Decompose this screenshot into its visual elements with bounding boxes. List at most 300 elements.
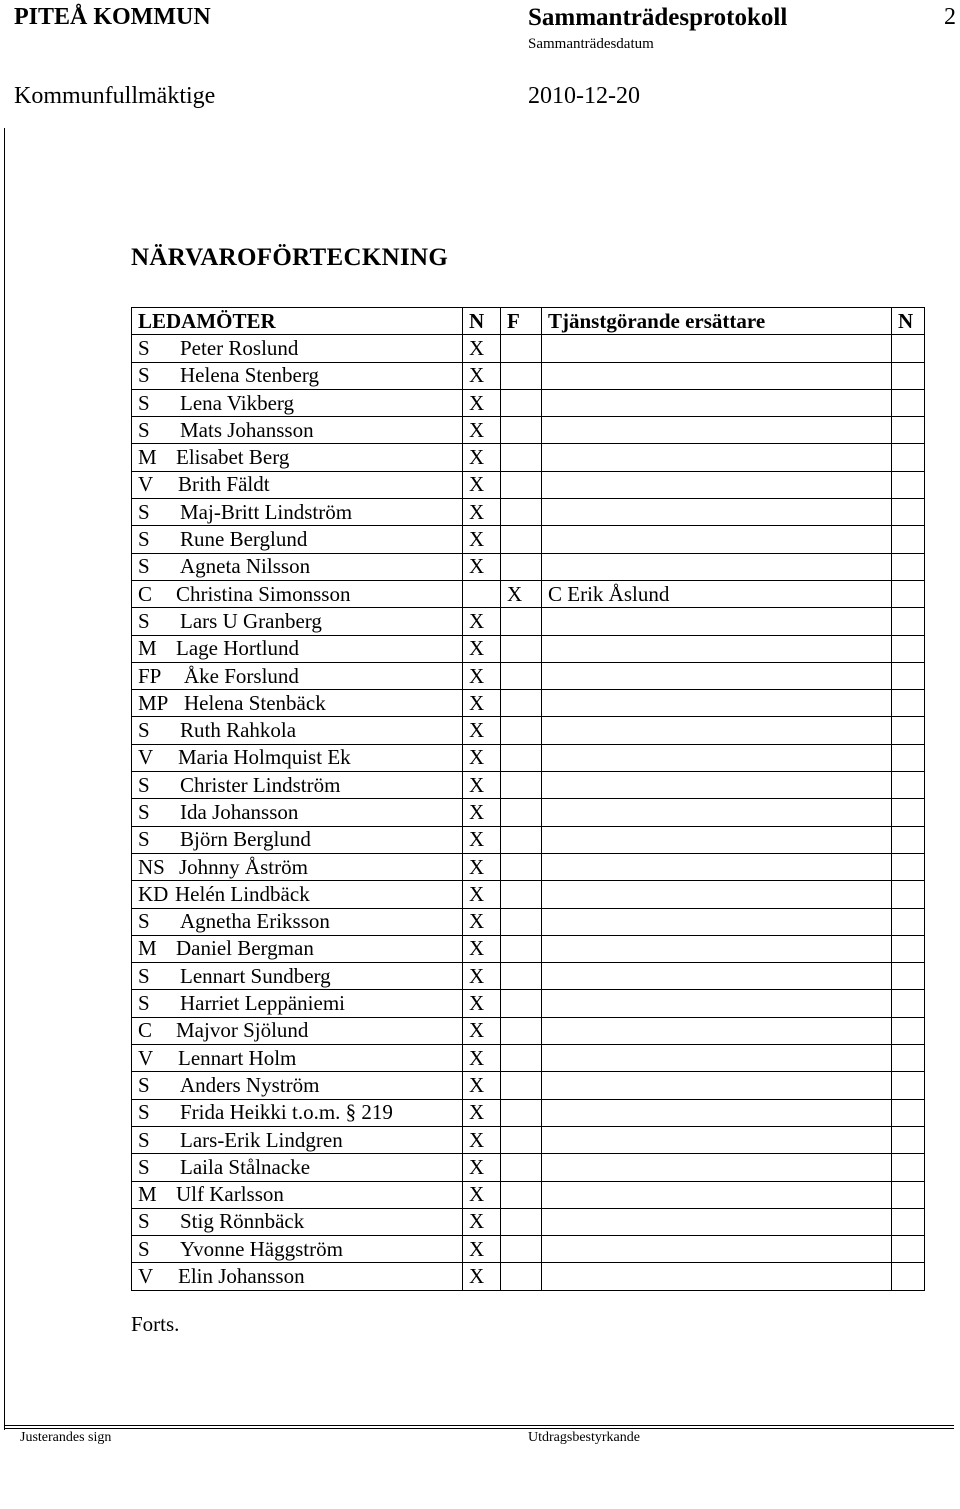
- present-mark: X: [463, 662, 501, 689]
- header-present: N: [463, 308, 501, 335]
- present-mark: X: [463, 1154, 501, 1181]
- substitute-present-mark: [892, 608, 925, 635]
- substitute-cell: [542, 744, 892, 771]
- substitute-present-mark: [892, 417, 925, 444]
- member-cell: [132, 1072, 463, 1099]
- present-mark: X: [463, 826, 501, 853]
- member-name: Christer Lindström: [180, 772, 341, 797]
- substitute-present-mark: [892, 1181, 925, 1208]
- member-name: Brith Fäldt: [178, 472, 270, 497]
- party-code: S: [138, 1100, 150, 1125]
- member-name: Anders Nyström: [180, 1072, 320, 1097]
- party-code: M: [138, 636, 157, 661]
- absent-mark: [501, 1208, 542, 1235]
- attendance-rows: [132, 335, 925, 1290]
- member-name: Åke Forslund: [184, 663, 299, 688]
- organization-name: PITEÅ KOMMUN: [14, 4, 211, 30]
- member-cell: [132, 1181, 463, 1208]
- member-name: Agneta Nilsson: [180, 554, 311, 579]
- present-mark: X: [463, 1099, 501, 1126]
- absent-mark: [501, 772, 542, 799]
- table-row: [132, 853, 925, 880]
- present-mark: [463, 580, 501, 607]
- present-mark: X: [463, 471, 501, 498]
- substitute-present-mark: [892, 1263, 925, 1290]
- present-mark: X: [463, 335, 501, 362]
- party-code: S: [138, 1236, 150, 1261]
- absent-mark: [501, 444, 542, 471]
- margin-rule: [4, 128, 5, 1430]
- member-cell: [132, 362, 463, 389]
- member-cell: [132, 908, 463, 935]
- table-row: [132, 690, 925, 717]
- substitute-present-mark: [892, 908, 925, 935]
- party-code: S: [138, 363, 150, 388]
- absent-mark: [501, 1263, 542, 1290]
- member-cell: [132, 608, 463, 635]
- absent-mark: [501, 826, 542, 853]
- present-mark: X: [463, 690, 501, 717]
- member-cell: [132, 881, 463, 908]
- substitute-cell: [542, 908, 892, 935]
- present-mark: X: [463, 1045, 501, 1072]
- present-mark: X: [463, 444, 501, 471]
- member-name: Agnetha Eriksson: [180, 909, 330, 934]
- table-header-row: [132, 308, 925, 335]
- table-row: [132, 389, 925, 416]
- present-mark: X: [463, 935, 501, 962]
- substitute-present-mark: [892, 690, 925, 717]
- absent-mark: [501, 744, 542, 771]
- member-cell: [132, 1236, 463, 1263]
- present-mark: X: [463, 799, 501, 826]
- table-row: [132, 990, 925, 1017]
- present-mark: X: [463, 389, 501, 416]
- present-mark: X: [463, 1072, 501, 1099]
- substitute-cell: [542, 1045, 892, 1072]
- table-row: [132, 772, 925, 799]
- absent-mark: [501, 990, 542, 1017]
- party-code: C: [138, 1018, 153, 1043]
- member-name: Maj-Britt Lindström: [180, 499, 353, 524]
- substitute-cell: [542, 1126, 892, 1153]
- member-name: Ruth Rahkola: [180, 718, 297, 743]
- footer-signature-label: Justerandes sign: [20, 1430, 112, 1445]
- substitute-cell: [542, 662, 892, 689]
- substitute-present-mark: [892, 772, 925, 799]
- present-mark: X: [463, 990, 501, 1017]
- party-code: V: [138, 472, 154, 497]
- absent-mark: [501, 1154, 542, 1181]
- present-mark: X: [463, 499, 501, 526]
- table-row: [132, 444, 925, 471]
- member-cell: [132, 417, 463, 444]
- member-cell: [132, 335, 463, 362]
- party-code: S: [138, 1072, 150, 1097]
- present-mark: X: [463, 853, 501, 880]
- table-row: [132, 335, 925, 362]
- table-row: [132, 1263, 925, 1290]
- present-mark: X: [463, 553, 501, 580]
- substitute-cell: [542, 1154, 892, 1181]
- substitute-present-mark: [892, 444, 925, 471]
- substitute-present-mark: [892, 499, 925, 526]
- party-code: KD: [138, 881, 169, 906]
- substitute-present-mark: [892, 744, 925, 771]
- present-mark: X: [463, 744, 501, 771]
- party-code: V: [138, 1045, 154, 1070]
- substitute-present-mark: [892, 1072, 925, 1099]
- substitute-present-mark: [892, 1208, 925, 1235]
- absent-mark: [501, 935, 542, 962]
- member-cell: [132, 471, 463, 498]
- substitute-present-mark: [892, 580, 925, 607]
- present-mark: X: [463, 635, 501, 662]
- party-code: M: [138, 1182, 157, 1207]
- member-name: Helena Stenberg: [180, 363, 319, 388]
- member-name: Maria Holmquist Ek: [178, 745, 351, 770]
- substitute-cell: [542, 389, 892, 416]
- substitute-present-mark: [892, 1045, 925, 1072]
- table-row: [132, 1017, 925, 1044]
- substitute-cell: [542, 690, 892, 717]
- member-cell: [132, 717, 463, 744]
- member-cell: [132, 744, 463, 771]
- continuation-note: Forts.: [131, 1312, 180, 1336]
- substitute-cell: [542, 1017, 892, 1044]
- party-code: S: [138, 1127, 150, 1152]
- footer-rule: [4, 1428, 954, 1429]
- absent-mark: [501, 881, 542, 908]
- member-cell: [132, 990, 463, 1017]
- absent-mark: [501, 717, 542, 744]
- substitute-present-mark: [892, 1236, 925, 1263]
- member-name: Lennart Holm: [178, 1045, 297, 1070]
- member-cell: [132, 389, 463, 416]
- substitute-cell: [542, 635, 892, 662]
- substitute-cell: [542, 717, 892, 744]
- substitute-present-mark: [892, 881, 925, 908]
- table-row: [132, 881, 925, 908]
- substitute-present-mark: [892, 471, 925, 498]
- substitute-present-mark: [892, 1154, 925, 1181]
- absent-mark: [501, 335, 542, 362]
- table-row: [132, 1181, 925, 1208]
- member-cell: [132, 772, 463, 799]
- present-mark: X: [463, 417, 501, 444]
- member-cell: [132, 1126, 463, 1153]
- member-name: Ulf Karlsson: [176, 1182, 284, 1207]
- substitute-present-mark: [892, 799, 925, 826]
- member-cell: [132, 690, 463, 717]
- member-cell: [132, 444, 463, 471]
- member-cell: [132, 1099, 463, 1126]
- member-cell: [132, 935, 463, 962]
- present-mark: X: [463, 772, 501, 799]
- member-cell: [132, 1263, 463, 1290]
- absent-mark: [501, 1099, 542, 1126]
- member-name: Christina Simonsson: [176, 581, 351, 606]
- table-row: [132, 908, 925, 935]
- absent-mark: [501, 1181, 542, 1208]
- table-row: [132, 744, 925, 771]
- substitute-present-mark: [892, 1017, 925, 1044]
- absent-mark: [501, 1126, 542, 1153]
- party-code: S: [138, 335, 150, 360]
- table-row: [132, 799, 925, 826]
- member-cell: [132, 526, 463, 553]
- present-mark: X: [463, 908, 501, 935]
- member-name: Ida Johansson: [180, 799, 299, 824]
- present-mark: X: [463, 1236, 501, 1263]
- table-row: [132, 635, 925, 662]
- absent-mark: [501, 799, 542, 826]
- member-cell: [132, 635, 463, 662]
- member-name: Yvonne Häggström: [180, 1236, 343, 1261]
- member-cell: [132, 499, 463, 526]
- table-row: [132, 1099, 925, 1126]
- absent-mark: [501, 526, 542, 553]
- table-row: [132, 1236, 925, 1263]
- table-row: [132, 608, 925, 635]
- present-mark: X: [463, 362, 501, 389]
- party-code: M: [138, 936, 157, 961]
- member-name: Lars U Granberg: [180, 608, 322, 633]
- table-row: [132, 1072, 925, 1099]
- present-mark: X: [463, 1017, 501, 1044]
- substitute-cell: C Erik Åslund: [542, 580, 892, 607]
- party-code: S: [138, 499, 150, 524]
- party-code: S: [138, 390, 150, 415]
- member-name: Helena Stenbäck: [184, 690, 326, 715]
- absent-mark: [501, 963, 542, 990]
- party-code: S: [138, 718, 150, 743]
- party-code: S: [138, 963, 150, 988]
- substitute-cell: [542, 444, 892, 471]
- party-code: V: [138, 1264, 154, 1289]
- member-cell: [132, 553, 463, 580]
- substitute-present-mark: [892, 1126, 925, 1153]
- section-heading: NÄRVAROFÖRTECKNING: [131, 244, 449, 271]
- absent-mark: [501, 853, 542, 880]
- member-name: Johnny Åström: [179, 854, 308, 879]
- substitute-present-mark: [892, 717, 925, 744]
- substitute-cell: [542, 608, 892, 635]
- member-cell: [132, 662, 463, 689]
- member-name: Stig Rönnbäck: [180, 1209, 305, 1234]
- substitute-present-mark: [892, 335, 925, 362]
- table-row: [132, 1126, 925, 1153]
- substitute-present-mark: [892, 389, 925, 416]
- absent-mark: [501, 635, 542, 662]
- member-cell: [132, 853, 463, 880]
- absent-mark: [501, 662, 542, 689]
- header-substitutes: Tjänstgörande ersättare: [542, 308, 892, 335]
- substitute-cell: [542, 553, 892, 580]
- table-row: [132, 362, 925, 389]
- attendance-table: [131, 307, 925, 1291]
- table-row: [132, 963, 925, 990]
- substitute-present-mark: [892, 362, 925, 389]
- member-name: Majvor Sjölund: [176, 1018, 309, 1043]
- table-row: [132, 717, 925, 744]
- substitute-cell: [542, 335, 892, 362]
- substitute-cell: [542, 1181, 892, 1208]
- absent-mark: [501, 1236, 542, 1263]
- member-name: Elin Johansson: [178, 1264, 305, 1289]
- substitute-cell: [542, 526, 892, 553]
- member-name: Elisabet Berg: [176, 445, 290, 470]
- substitute-cell: [542, 853, 892, 880]
- header-absent: F: [501, 308, 542, 335]
- substitute-cell: [542, 1099, 892, 1126]
- absent-mark: [501, 362, 542, 389]
- date-label: Sammanträdesdatum: [528, 36, 654, 52]
- party-code: S: [138, 527, 150, 552]
- absent-mark: [501, 471, 542, 498]
- table-row: [132, 935, 925, 962]
- footer-certification-label: Utdragsbestyrkande: [528, 1430, 640, 1445]
- party-code: S: [138, 1154, 150, 1179]
- present-mark: X: [463, 1126, 501, 1153]
- substitute-cell: [542, 963, 892, 990]
- member-name: Harriet Leppäniemi: [180, 991, 346, 1016]
- present-mark: X: [463, 1263, 501, 1290]
- member-cell: [132, 1017, 463, 1044]
- absent-mark: [501, 608, 542, 635]
- substitute-present-mark: [892, 935, 925, 962]
- member-cell: [132, 963, 463, 990]
- absent-mark: [501, 690, 542, 717]
- member-name: Lage Hortlund: [176, 636, 300, 661]
- substitute-cell: [542, 1208, 892, 1235]
- table-row: [132, 1045, 925, 1072]
- party-code: S: [138, 827, 150, 852]
- member-name: Helén Lindbäck: [175, 881, 310, 906]
- member-name: Laila Stålnacke: [180, 1154, 311, 1179]
- absent-mark: [501, 499, 542, 526]
- table-row: [132, 1154, 925, 1181]
- member-name: Mats Johansson: [180, 417, 314, 442]
- party-code: S: [138, 772, 150, 797]
- member-cell: [132, 1208, 463, 1235]
- member-name: Frida Heikki t.o.m. § 219: [180, 1100, 393, 1125]
- present-mark: X: [463, 1181, 501, 1208]
- table-row: [132, 826, 925, 853]
- footer-rule: [4, 1425, 954, 1426]
- substitute-cell: [542, 881, 892, 908]
- substitute-cell: [542, 1236, 892, 1263]
- absent-mark: X: [501, 580, 542, 607]
- substitute-present-mark: [892, 963, 925, 990]
- party-code: S: [138, 554, 150, 579]
- party-code: S: [138, 991, 150, 1016]
- substitute-cell: [542, 471, 892, 498]
- meeting-date: 2010-12-20: [528, 83, 640, 109]
- member-cell: [132, 826, 463, 853]
- member-cell: [132, 1154, 463, 1181]
- member-name: Lena Vikberg: [180, 390, 295, 415]
- member-name: Daniel Bergman: [176, 936, 314, 961]
- page-number: 2: [944, 4, 956, 30]
- member-cell: [132, 580, 463, 607]
- absent-mark: [501, 389, 542, 416]
- table-row: [132, 580, 925, 607]
- party-code: S: [138, 799, 150, 824]
- substitute-cell: [542, 772, 892, 799]
- party-code: S: [138, 1209, 150, 1234]
- substitute-present-mark: [892, 1099, 925, 1126]
- member-cell: [132, 1045, 463, 1072]
- substitute-present-mark: [892, 853, 925, 880]
- substitute-present-mark: [892, 635, 925, 662]
- substitute-cell: [542, 362, 892, 389]
- absent-mark: [501, 1045, 542, 1072]
- party-code: MP: [138, 690, 169, 715]
- member-name: Rune Berglund: [180, 527, 308, 552]
- present-mark: X: [463, 608, 501, 635]
- meeting-body: Kommunfullmäktige: [14, 83, 216, 109]
- substitute-present-mark: [892, 662, 925, 689]
- substitute-cell: [542, 499, 892, 526]
- present-mark: X: [463, 1208, 501, 1235]
- party-code: S: [138, 417, 150, 442]
- party-code: C: [138, 581, 153, 606]
- substitute-present-mark: [892, 826, 925, 853]
- present-mark: X: [463, 963, 501, 990]
- member-cell: [132, 799, 463, 826]
- substitute-cell: [542, 1072, 892, 1099]
- party-code: V: [138, 745, 154, 770]
- absent-mark: [501, 908, 542, 935]
- header-substitute-present: N: [892, 308, 925, 335]
- substitute-present-mark: [892, 526, 925, 553]
- party-code: S: [138, 909, 150, 934]
- substitute-cell: [542, 799, 892, 826]
- present-mark: X: [463, 881, 501, 908]
- substitute-cell: [542, 935, 892, 962]
- table-row: [132, 553, 925, 580]
- substitute-cell: [542, 826, 892, 853]
- party-code: M: [138, 445, 157, 470]
- table-row: [132, 417, 925, 444]
- party-code: NS: [138, 854, 165, 879]
- member-name: Lennart Sundberg: [180, 963, 331, 988]
- substitute-cell: [542, 417, 892, 444]
- table-row: [132, 499, 925, 526]
- absent-mark: [501, 1017, 542, 1044]
- substitute-cell: [542, 990, 892, 1017]
- document-title: Sammanträdesprotokoll: [528, 4, 788, 31]
- absent-mark: [501, 417, 542, 444]
- table-row: [132, 471, 925, 498]
- member-name: Björn Berglund: [180, 827, 311, 852]
- substitute-present-mark: [892, 990, 925, 1017]
- present-mark: X: [463, 526, 501, 553]
- header-members: LEDAMÖTER: [132, 308, 463, 335]
- substitute-cell: [542, 1263, 892, 1290]
- table-row: [132, 1208, 925, 1235]
- table-row: [132, 662, 925, 689]
- substitute-present-mark: [892, 553, 925, 580]
- table-row: [132, 526, 925, 553]
- party-code: S: [138, 608, 150, 633]
- absent-mark: [501, 1072, 542, 1099]
- member-name: Lars-Erik Lindgren: [180, 1127, 343, 1152]
- present-mark: X: [463, 717, 501, 744]
- party-code: FP: [138, 663, 162, 688]
- member-name: Peter Roslund: [180, 335, 299, 360]
